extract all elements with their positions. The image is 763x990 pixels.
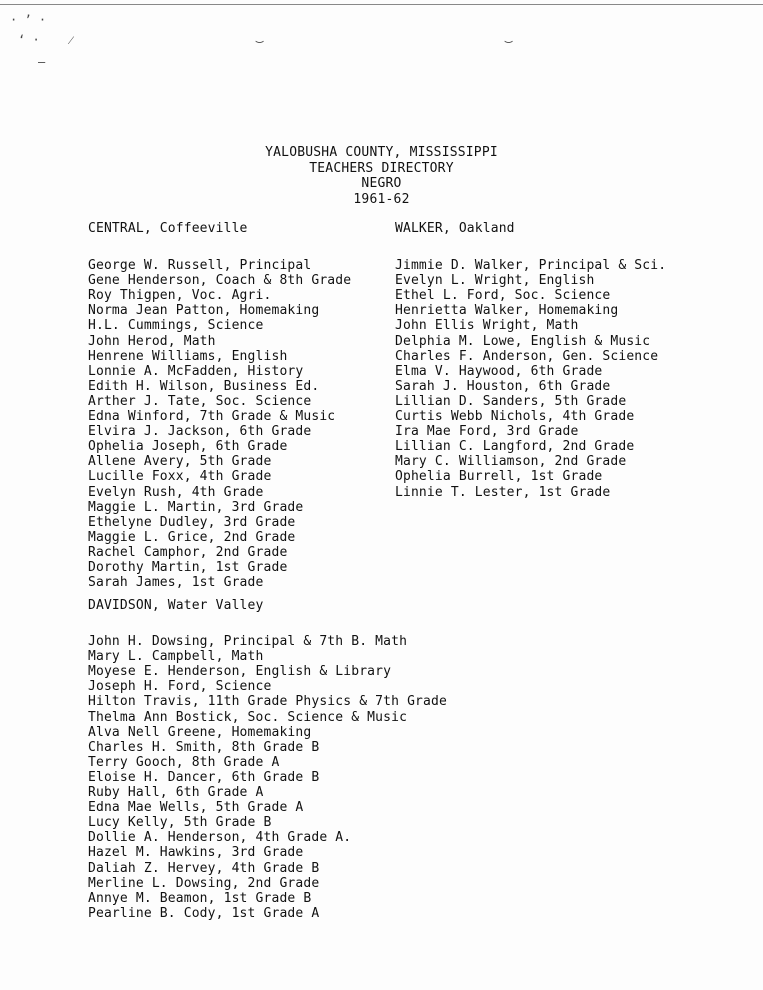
teacher-entry: Charles H. Smith, 8th Grade B (88, 739, 320, 755)
teacher-entry: Merline L. Dowsing, 2nd Grade (88, 875, 320, 891)
teacher-entry: Dorothy Martin, 1st Grade (88, 559, 288, 575)
teacher-entry: Evelyn L. Wright, English (395, 273, 595, 289)
teacher-entry: Delphia M. Lowe, English & Music (395, 333, 651, 349)
school-section-central (88, 221, 351, 590)
teacher-entry: Pearline B. Cody, 1st Grade A (88, 905, 320, 921)
teacher-entry: Mary L. Campbell, Math (88, 649, 264, 665)
teacher-entry: Lonnie A. McFadden, History (88, 363, 304, 379)
teacher-entry: Ethel L. Ford, Soc. Science (395, 288, 611, 304)
scan-speck: – (38, 55, 46, 69)
teacher-entry: Eloise H. Dancer, 6th Grade B (88, 769, 320, 785)
teacher-entry: Maggie L. Martin, 3rd Grade (88, 499, 304, 515)
teacher-entry: Sarah James, 1st Grade (88, 575, 264, 591)
teacher-entry: Moyese E. Henderson, English & Library (88, 664, 392, 680)
teacher-entry: Gene Henderson, Coach & 8th Grade (88, 273, 352, 289)
teacher-entry: Henrene Williams, English (88, 348, 288, 364)
teacher-entry: Edna Winford, 7th Grade & Music (88, 409, 336, 425)
scan-edge-line (0, 4, 763, 5)
teacher-entry: Lucy Kelly, 5th Grade B (88, 815, 272, 831)
teacher-entry: Arther J. Tate, Soc. Science (88, 393, 312, 409)
teacher-entry: Sarah J. Houston, 6th Grade (395, 378, 611, 394)
school-name: WALKER, Oakland (395, 221, 515, 236)
scan-speck: ⁄ (70, 33, 73, 47)
teacher-entry: Hilton Travis, 11th Grade Physics & 7th Grade (88, 694, 447, 710)
teacher-entry: Roy Thigpen, Voc. Agri. (88, 288, 272, 304)
school-name: DAVIDSON, Water Valley (88, 598, 264, 613)
teacher-entry: Lucille Foxx, 4th Grade (88, 469, 272, 485)
teacher-entry: Ophelia Joseph, 6th Grade (88, 439, 288, 455)
school-section-davidson (88, 598, 447, 921)
directory-subtitle: NEGRO (361, 176, 402, 191)
teacher-entry: Mary C. Williamson, 2nd Grade (395, 454, 627, 470)
teacher-entry: Evelyn Rush, 4th Grade (88, 484, 264, 500)
teacher-entry: Edna Mae Wells, 5th Grade A (88, 800, 304, 816)
teacher-entry: Ruby Hall, 6th Grade A (88, 785, 264, 801)
teacher-entry: Maggie L. Grice, 2nd Grade (88, 529, 296, 545)
teacher-entry: John H. Dowsing, Principal & 7th B. Math (88, 634, 408, 650)
school-year: 1961-62 (353, 191, 410, 207)
teacher-entry: Curtis Webb Nichols, 4th Grade (395, 409, 635, 425)
teacher-entry: John Ellis Wright, Math (395, 318, 579, 334)
teacher-entry: H.L. Cummings, Science (88, 318, 264, 334)
teacher-entry: Henrietta Walker, Homemaking (395, 303, 619, 319)
teacher-entry: Ethelyne Dudley, 3rd Grade (88, 514, 296, 530)
teacher-entry: Linnie T. Lester, 1st Grade (395, 484, 611, 500)
teacher-entry: Edith H. Wilson, Business Ed. (88, 378, 320, 394)
teacher-entry: Charles F. Anderson, Gen. Science (395, 348, 659, 364)
teacher-entry: John Herod, Math (88, 333, 216, 349)
teacher-entry: Allene Avery, 5th Grade (88, 454, 272, 470)
teacher-entry: Joseph H. Ford, Science (88, 679, 272, 695)
scan-speck: ‿ (256, 29, 264, 43)
teacher-entry: Thelma Ann Bostick, Soc. Science & Music (88, 709, 408, 725)
scan-speck: ‘ · (18, 33, 40, 47)
teacher-entry: Lillian D. Sanders, 5th Grade (395, 393, 627, 409)
scan-speck: ‿ (505, 29, 513, 43)
teacher-entry: Dollie A. Henderson, 4th Grade A. (88, 830, 352, 846)
school-name: CENTRAL, Coffeeville (88, 221, 248, 236)
teacher-entry: Elvira J. Jackson, 6th Grade (88, 424, 312, 440)
teacher-entry: Alva Nell Greene, Homemaking (88, 724, 312, 740)
teacher-entry: Jimmie D. Walker, Principal & Sci. (395, 258, 667, 274)
teacher-entry: Norma Jean Patton, Homemaking (88, 303, 320, 319)
teacher-entry: Ophelia Burrell, 1st Grade (395, 469, 603, 485)
teacher-entry: Elma V. Haywood, 6th Grade (395, 363, 603, 379)
directory-title: TEACHERS DIRECTORY (309, 160, 454, 176)
teacher-entry: Rachel Camphor, 2nd Grade (88, 544, 288, 560)
scan-speck: · ’ · (10, 13, 47, 27)
county-title: YALOBUSHA COUNTY, MISSISSIPPI (265, 145, 498, 160)
teacher-entry: Terry Gooch, 8th Grade A (88, 754, 280, 770)
teacher-entry: Ira Mae Ford, 3rd Grade (395, 424, 579, 440)
teacher-entry: Daliah Z. Hervey, 4th Grade B (88, 860, 320, 876)
directory-heading (0, 145, 763, 207)
teacher-entry: Annye M. Beamon, 1st Grade B (88, 890, 312, 906)
teacher-entry: Hazel M. Hawkins, 3rd Grade (88, 845, 304, 861)
teacher-entry: Lillian C. Langford, 2nd Grade (395, 439, 635, 455)
teacher-entry: George W. Russell, Principal (88, 258, 312, 274)
school-section-walker (395, 221, 666, 500)
